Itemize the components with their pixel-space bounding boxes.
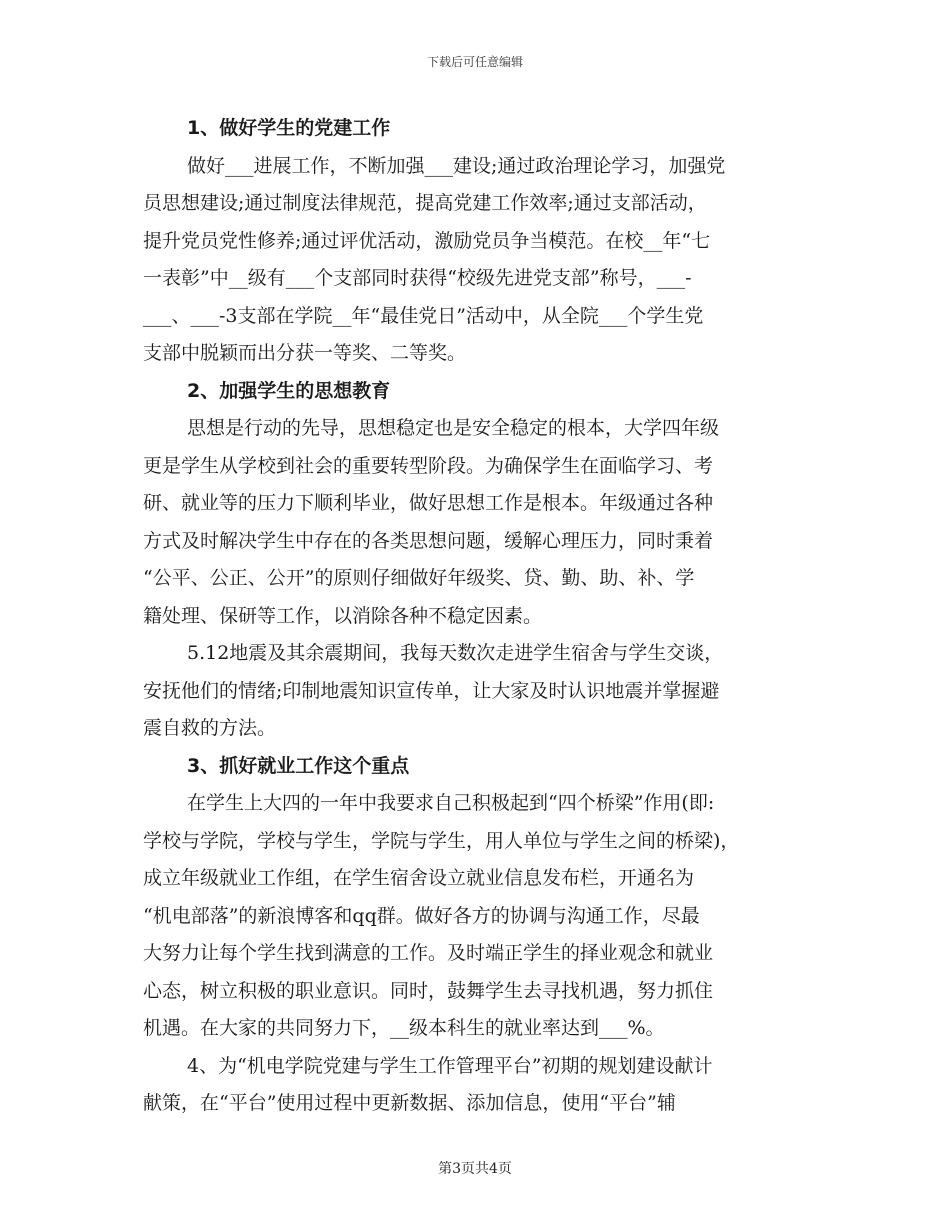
paragraph-line: 震自救的方法。	[143, 717, 277, 739]
paragraph-line: “机电部落”的新浪博客和qq群。做好各方的协调与沟通工作，尽最	[143, 904, 700, 927]
paragraph-line: 大努力让每个学生找到满意的工作。及时端正学生的择业观念和就业	[143, 942, 714, 964]
paragraph-line: 心态，树立积极的职业意识。同时，鼓舞学生去寻找机遇，努力抓住	[143, 979, 714, 1002]
paragraph-line: 机遇。在大家的共同努力下，__级本科生的就业率达到___%。	[143, 1017, 665, 1039]
section-heading: 3、抓好就业工作这个重点	[187, 754, 410, 777]
document-body	[143, 110, 808, 1123]
paragraph-line: “公平、公正、公开”的原则仔细做好年级奖、贷、勤、助、补、学	[143, 567, 695, 589]
section-heading: 1、做好学生的党建工作	[187, 117, 391, 139]
header-note: 下载后可任意编辑	[426, 55, 523, 69]
paragraph-line: 献策，在“平台”使用过程中更新数据、添加信息，使用“平台”辅	[143, 1092, 676, 1114]
paragraph-line: 提升党员党性修养;通过评优活动，激励党员争当模范。在校__年“七	[143, 229, 711, 252]
section-heading: 2、加强学生的思想教育	[187, 379, 391, 402]
paragraph-line: 研、就业等的压力下顺利毕业，做好思想工作是根本。年级通过各种	[143, 492, 714, 514]
paragraph-line: 安抚他们的情绪;印制地震知识宣传单，让大家及时认识地震并掌握避	[143, 679, 720, 702]
paragraph-line: 员思想建设;通过制度法律规范，提高党建工作效率;通过支部活动，	[143, 192, 707, 214]
paragraph-line: 更是学生从学校到社会的重要转型阶段。为确保学生在面临学习、考	[143, 454, 714, 477]
paragraph-line: 做好___进展工作，不断加强___建设;通过政治理论学习，加强党	[187, 154, 726, 177]
paragraph-line: 思想是行动的先导，思想稳定也是安全稳定的根本，大学四年级	[187, 417, 720, 439]
paragraph-line: 学校与学院，学校与学生，学院与学生，用人单位与学生之间的桥梁)，	[143, 829, 740, 852]
page-footer: 第3页共4页	[438, 1161, 512, 1177]
paragraph-line: 籍处理、保研等工作，以消除各种不稳定因素。	[143, 604, 543, 627]
paragraph-line: 在学生上大四的一年中我要求自己积极起到“四个桥梁”作用(即:	[187, 792, 715, 814]
paragraph-line: 5.12地震及其余震期间，我每天数次走进学生宿舍与学生交谈，	[187, 642, 724, 664]
paragraph-line: ___、___-3支部在学院__年“最佳党日”活动中，从全院___个学生党	[143, 304, 704, 327]
paragraph-line: 方式及时解决学生中存在的各类思想问题，缓解心理压力，同时秉着	[143, 529, 714, 552]
paragraph-line: 支部中脱颖而出分获一等奖、二等奖。	[143, 342, 467, 364]
paragraph-line: 成立年级就业工作组，在学生宿舍设立就业信息发布栏，开通名为	[143, 867, 695, 889]
paragraph-line: 一表彰”中__级有___个支部同时获得“校级先进党支部”称号，___-	[143, 267, 692, 289]
paragraph-line: 4、为“机电学院党建与学生工作管理平台”初期的规划建设献计	[187, 1054, 713, 1077]
